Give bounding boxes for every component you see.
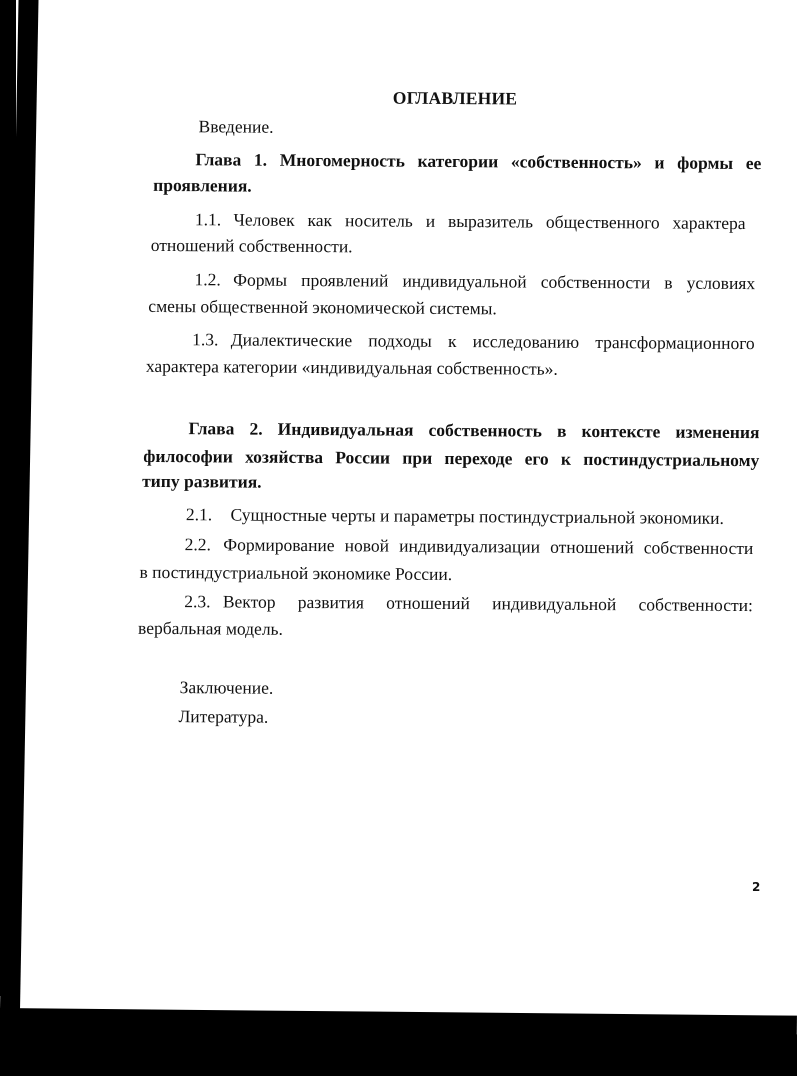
toc-item-text: Вектор развития отношений индивидуальной собственности: bbox=[222, 591, 753, 616]
page-title: ОГЛАВЛЕНИЕ bbox=[392, 87, 518, 109]
chapter1-heading-line2: проявления. bbox=[153, 174, 252, 196]
toc-item-2-3-line2: вербальная модель. bbox=[138, 617, 284, 639]
toc-item-1-3-line2: характера категории «индивидуальная собственность». bbox=[145, 355, 558, 379]
toc-item-number: 2.1. bbox=[185, 504, 213, 525]
toc-item-2-3 bbox=[184, 590, 758, 616]
toc-intro: Введение. bbox=[198, 116, 274, 137]
toc-literature: Литература. bbox=[178, 706, 269, 727]
toc-item-1-1-line2: отношений собственности. bbox=[150, 234, 353, 257]
chapter2-heading-text-2: философии хозяйства России при переходе его к постиндустриальному bbox=[143, 445, 760, 471]
toc-item-number: 2.2. bbox=[184, 534, 212, 555]
toc-item-text: Формы проявлений индивидуальной собственности в условиях bbox=[233, 269, 756, 294]
toc-item-2-2-line2: в постиндустриальной экономике России. bbox=[139, 561, 453, 585]
page-number: 2 bbox=[752, 880, 761, 894]
toc-item-2-1 bbox=[186, 503, 724, 529]
toc-item-number: 2.3. bbox=[184, 591, 211, 612]
chapter2-heading-line3: типу развития. bbox=[142, 470, 262, 492]
toc-item-1-2 bbox=[194, 268, 760, 294]
chapter1-heading-text: Глава 1. Многомерность категории «собственность» и формы ее bbox=[195, 149, 762, 174]
toc-item-number: 1.2. bbox=[194, 269, 221, 290]
toc-item-1-2-line2: смены общественной экономической системы. bbox=[148, 295, 497, 319]
toc-item-text: Диалектические подходы к исследованию трансформационного bbox=[230, 329, 755, 354]
toc-item-number: 1.1. bbox=[194, 209, 222, 230]
toc-item-2-2 bbox=[185, 533, 759, 559]
toc-item-text: Человек как носитель и выразитель общественного характера bbox=[233, 209, 746, 234]
toc-item-1-3 bbox=[192, 328, 760, 354]
chapter1-heading-line1 bbox=[195, 148, 761, 174]
toc-item-text: Сущностные черты и параметры постиндустриальной экономики. bbox=[230, 504, 725, 528]
chapter2-heading-text: Глава 2. Индивидуальная собственность в контексте изменения bbox=[188, 418, 760, 443]
scan-bottom-border bbox=[0, 1008, 797, 1076]
toc-item-number: 1.3. bbox=[192, 329, 219, 350]
toc-item-1-1 bbox=[195, 208, 761, 234]
toc-conclusion: Заключение. bbox=[179, 677, 274, 698]
toc-item-text: Формирование новой индивидуализации отношений собственности bbox=[223, 534, 754, 559]
chapter2-heading-line1 bbox=[188, 417, 759, 443]
chapter2-heading-line2 bbox=[143, 445, 759, 471]
